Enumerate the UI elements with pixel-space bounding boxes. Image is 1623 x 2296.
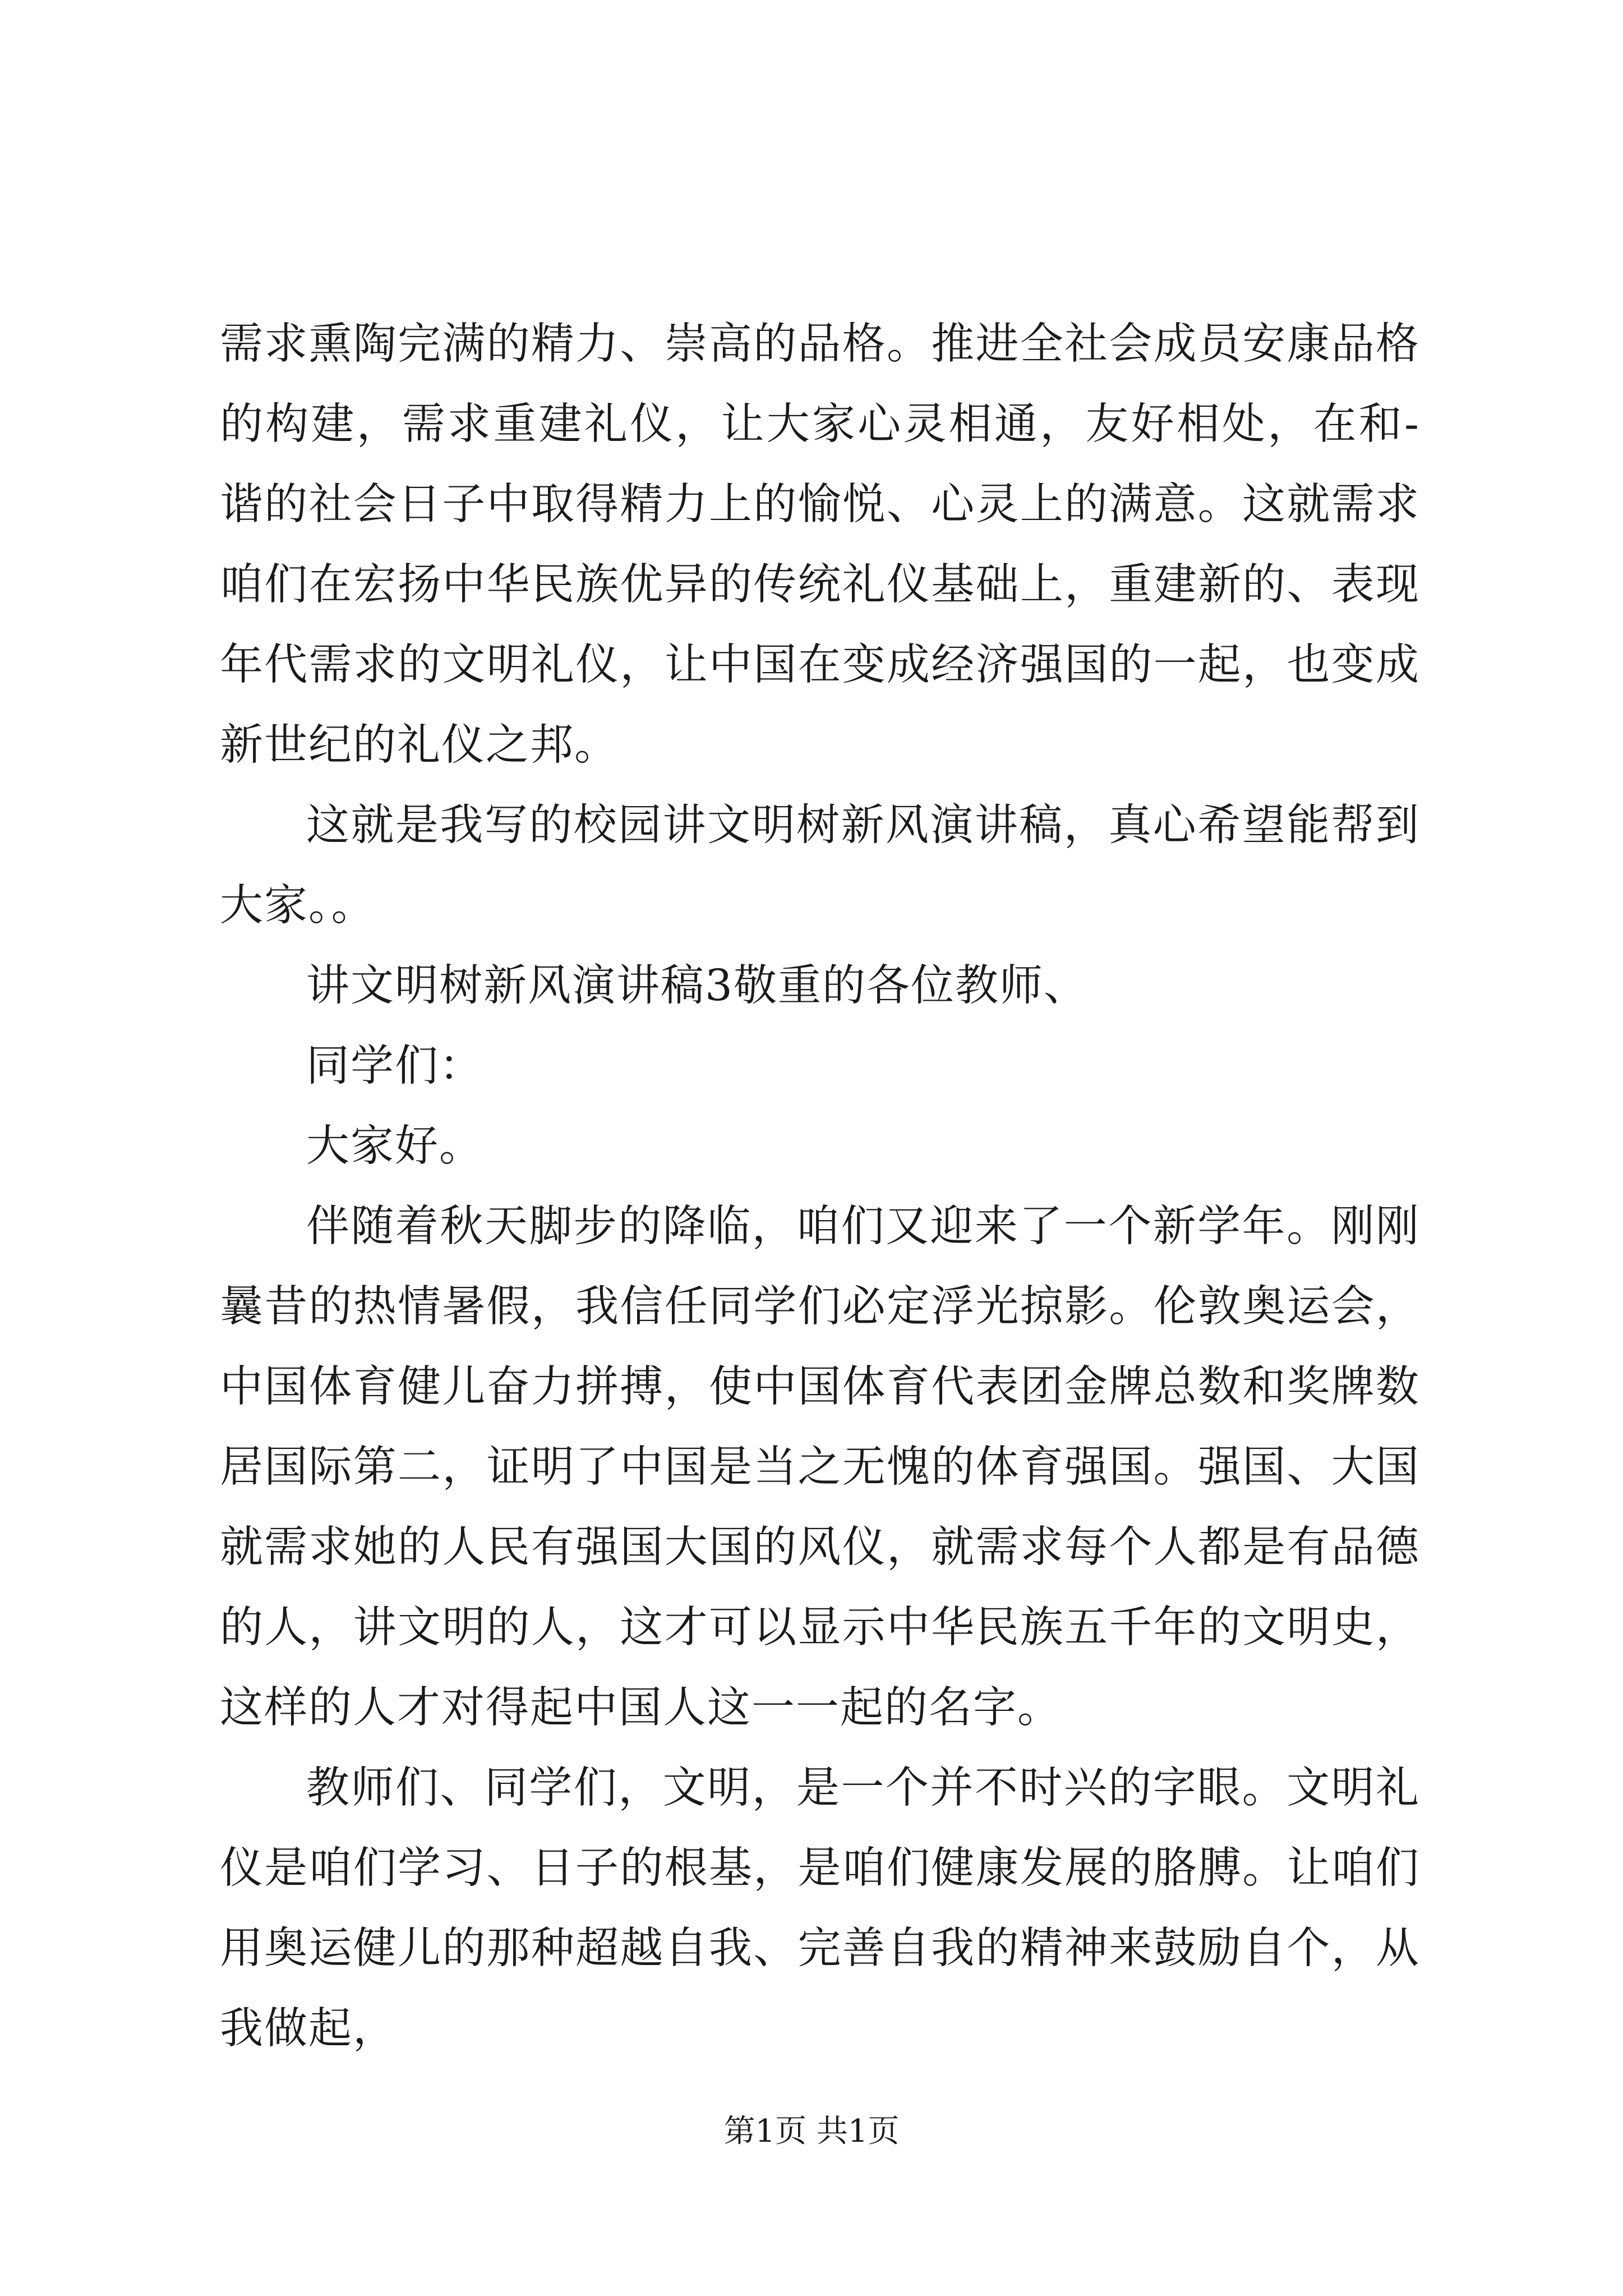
paragraph-4: 同学们：	[306, 1041, 483, 1091]
paragraph-7: 教师们、同学们，文明，是一个并不时兴的字眼。文明礼仪是咱们学习、日子的根基，是咱们健康发展的胳膊。让咱们用奥运健儿的那种超越自我、完善自我的精神来鼓励自个，从我做起，	[220, 1763, 1420, 2054]
paragraph-5: 大家好。	[306, 1121, 483, 1171]
page-footer: 第1页 共1页	[723, 2113, 900, 2150]
paragraph-3: 讲文明树新风演讲稿3敬重的各位教师、	[306, 961, 1088, 1011]
paragraph-6: 伴随着秋天脚步的降临，咱们又迎来了一个新学年。刚刚曩昔的热情暑假，我信任同学们必定浮光掠影。伦敦奥运会，中国体育健儿奋力拼搏，使中国体育代表团金牌总数和奖牌数居国际第二，证明了中国是当之无愧的体育强国。强国、大国就需求她的人民有强国大国的风仪，就需求每个人都是有品德的人，讲文明的人，这才可以显示中华民族五千年的文明史，这样的人才对得起中国人这一一起的名字。	[220, 1202, 1420, 1733]
paragraph-2: 这就是我写的校园讲文明树新风演讲稿，真心希望能帮到大家。。	[220, 800, 1420, 931]
document-body	[220, 304, 1420, 2069]
paragraph-1: 需求熏陶完满的精力、崇高的品格。推进全社会成员安康品格的构建，需求重建礼仪，让大家心灵相通，友好相处，在和-谐的社会日子中取得精力上的愉悦、心灵上的满意。这就需求咱们在宏扬中华民族优异的传统礼仪基础上，重建新的、表现年代需求的文明礼仪，让中国在变成经济强国的一起，也变成新世纪的礼仪之邦。	[220, 319, 1420, 770]
